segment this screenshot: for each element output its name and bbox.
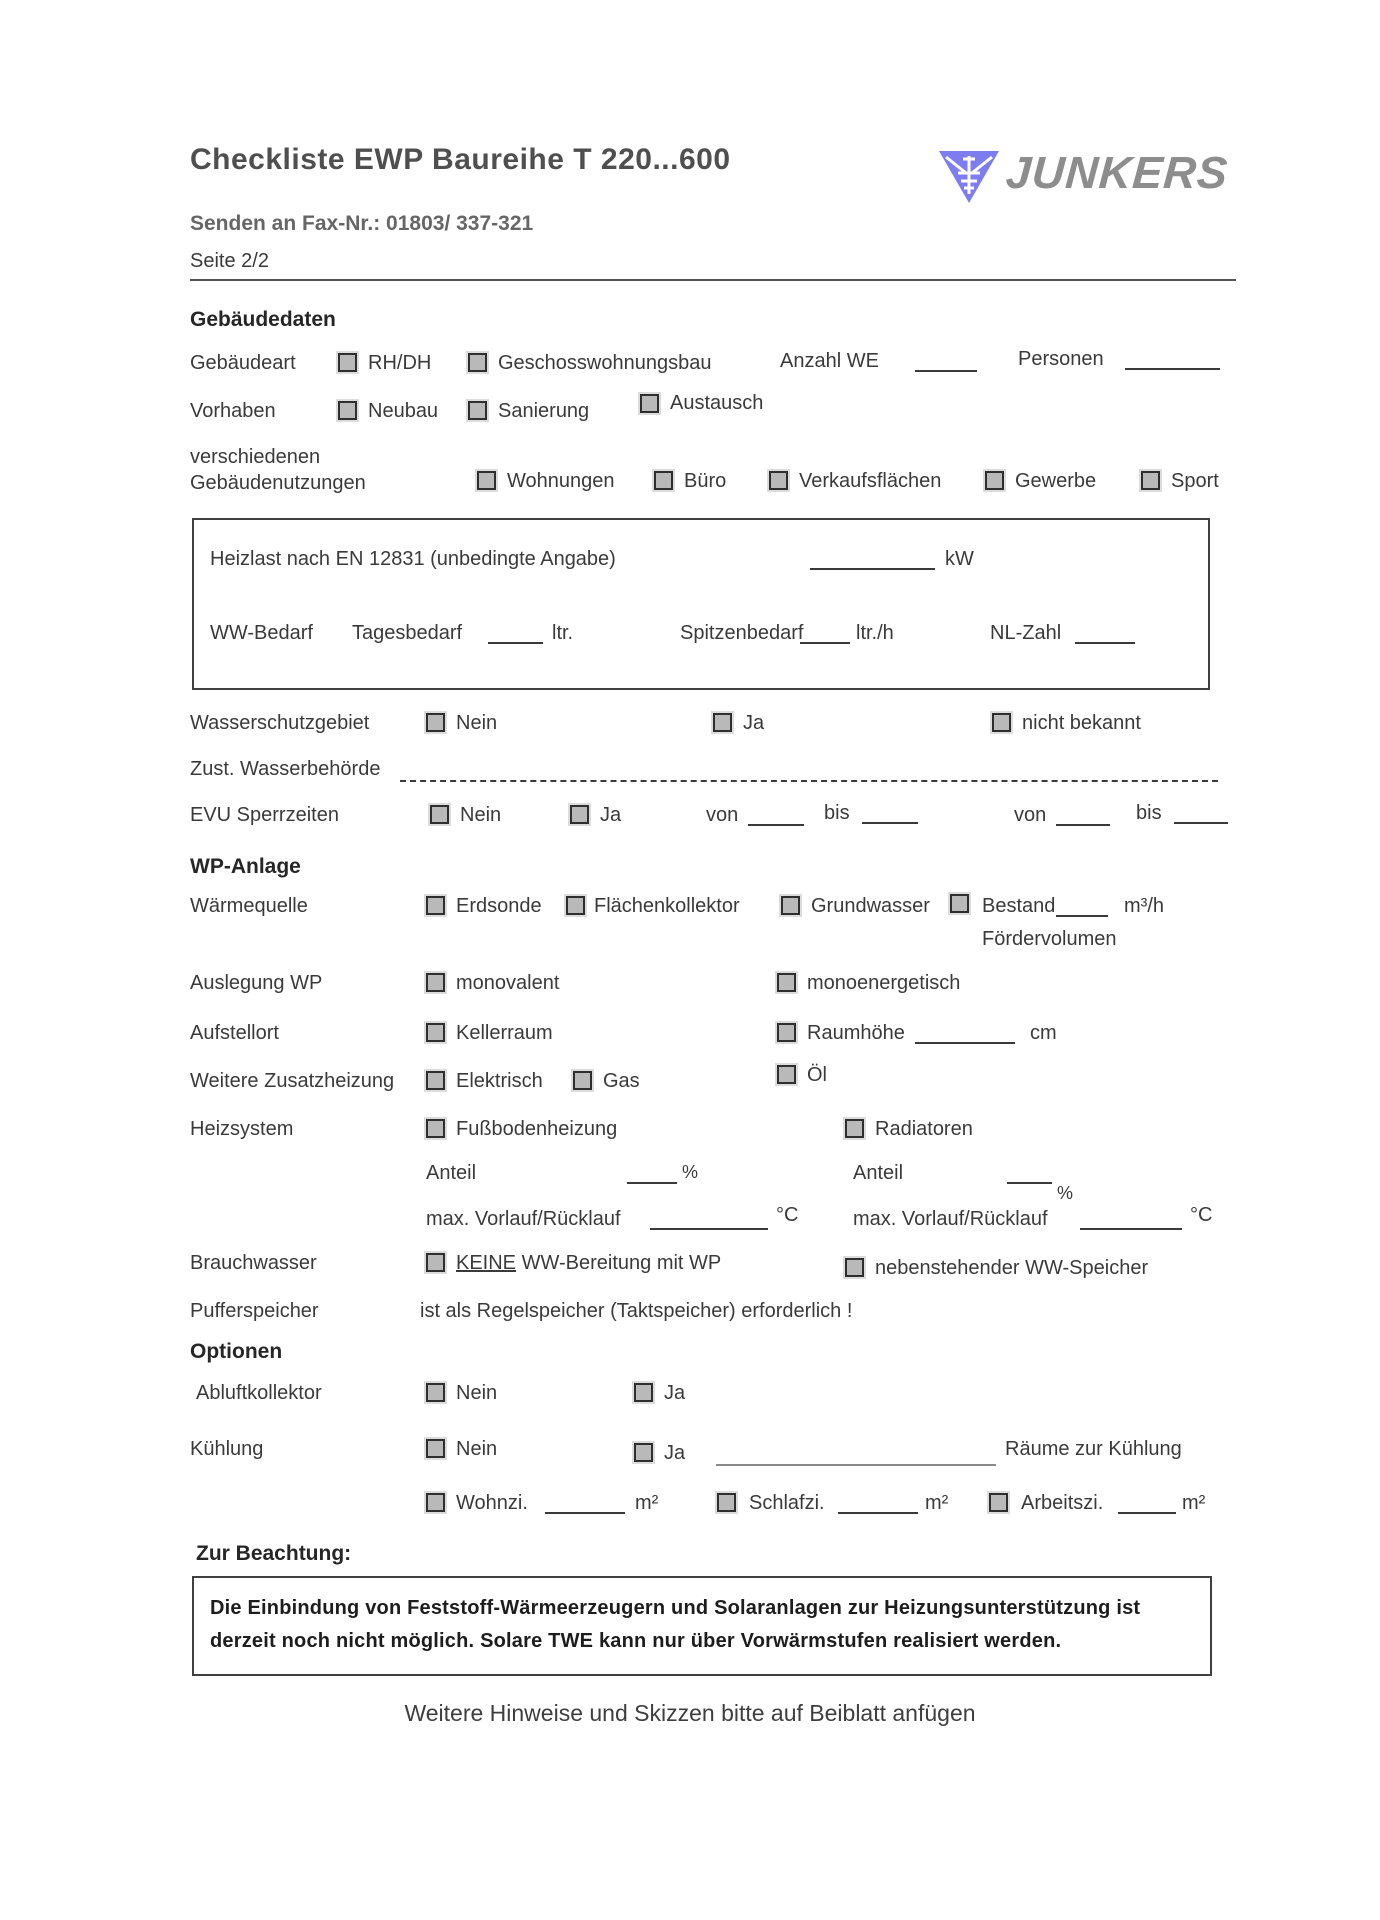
checkbox-sport[interactable] xyxy=(1141,471,1160,490)
wasserbehoerde-blank[interactable] xyxy=(400,778,1218,782)
section-heading-zur-beachtung: Zur Beachtung: xyxy=(196,1542,352,1565)
vorlauf-radiatoren-label: max. Vorlauf/Rücklauf xyxy=(853,1208,1048,1230)
fax-line: Senden an Fax-Nr.: 01803/ 337-321 xyxy=(190,212,534,235)
checkbox-abluft-ja[interactable] xyxy=(634,1383,653,1402)
raeume-zur-kuehlung-label: Räume zur Kühlung xyxy=(1005,1438,1182,1460)
evu-von2-label: von xyxy=(1014,804,1047,826)
kuehlung-nein-label: Nein xyxy=(456,1438,498,1460)
kuehlung-ja-label: Ja xyxy=(664,1442,686,1464)
sport-label: Sport xyxy=(1171,470,1219,492)
brauchwasser-label: Brauchwasser xyxy=(190,1252,317,1274)
heizlast-box xyxy=(192,518,1210,690)
m3h-unit: m³/h xyxy=(1124,895,1164,917)
neubau-label: Neubau xyxy=(368,400,439,422)
vorlauf-radiatoren-celsius: °C xyxy=(1190,1204,1213,1226)
checkbox-monoenergetisch[interactable] xyxy=(777,973,796,992)
buero-label: Büro xyxy=(684,470,727,492)
page-title: Checkliste EWP Baureihe T 220...600 xyxy=(190,143,731,176)
checkbox-oel[interactable] xyxy=(777,1065,796,1084)
heizsystem-label: Heizsystem xyxy=(190,1118,294,1140)
checkbox-kellerraum[interactable] xyxy=(426,1023,445,1042)
checkbox-erdsonde[interactable] xyxy=(426,896,445,915)
wasserschutzgebiet-label: Wasserschutzgebiet xyxy=(190,712,370,734)
checkbox-flaechenkollektor[interactable] xyxy=(566,896,585,915)
checkbox-evu-nein[interactable] xyxy=(430,805,449,824)
abluft-nein-label: Nein xyxy=(456,1382,498,1404)
beachtung-box xyxy=(192,1576,1212,1676)
checkbox-fussbodenheizung[interactable] xyxy=(426,1119,445,1138)
vorlauf-fussboden-celsius: °C xyxy=(776,1204,799,1226)
wasserschutz-ja-label: Ja xyxy=(743,712,765,734)
checkbox-sanierung[interactable] xyxy=(468,401,487,420)
junkers-logo-text: JUNKERS xyxy=(1004,147,1230,198)
anzahl-we-blank[interactable] xyxy=(915,368,977,372)
gewerbe-label: Gewerbe xyxy=(1015,470,1097,492)
foerdervolumen-label: Fördervolumen xyxy=(982,928,1117,950)
bestand-label: Bestand xyxy=(982,895,1056,917)
personen-label: Personen xyxy=(1018,348,1104,370)
anteil-fussboden-blank[interactable] xyxy=(627,1180,677,1184)
checkbox-radiatoren[interactable] xyxy=(845,1119,864,1138)
checkbox-geschosswohnungsbau[interactable] xyxy=(468,353,487,372)
wohnungen-label: Wohnungen xyxy=(507,470,615,492)
tagesbedarf-label: Tagesbedarf xyxy=(352,622,463,644)
checkbox-grundwasser[interactable] xyxy=(781,896,800,915)
zusatzheizung-label: Weitere Zusatzheizung xyxy=(190,1070,395,1092)
junkers-logo xyxy=(938,150,1000,209)
wohnzimmer-blank[interactable] xyxy=(545,1510,625,1514)
checkbox-wasserschutz-nicht-bekannt[interactable] xyxy=(992,713,1011,732)
ltr-h-unit: ltr./h xyxy=(856,622,894,644)
schlafzimmer-label: Schlafzi. xyxy=(749,1492,825,1514)
vorlauf-fussboden-blank[interactable] xyxy=(650,1226,768,1230)
anteil-fussboden-label: Anteil xyxy=(426,1162,477,1184)
nutzungen-label-line1: verschiedenen xyxy=(190,446,321,468)
kw-unit: kW xyxy=(945,548,974,570)
monoenergetisch-label: monoenergetisch xyxy=(807,972,961,994)
evu-nein-label: Nein xyxy=(460,804,502,826)
auslegung-wp-label: Auslegung WP xyxy=(190,972,323,994)
checkbox-elektrisch[interactable] xyxy=(426,1071,445,1090)
section-heading-optionen: Optionen xyxy=(190,1340,283,1363)
checkbox-austausch[interactable] xyxy=(640,394,659,413)
vorhaben-label: Vorhaben xyxy=(190,400,276,422)
checkbox-neubau[interactable] xyxy=(338,401,357,420)
checkbox-wohnungen[interactable] xyxy=(477,471,496,490)
nicht-bekannt-label: nicht bekannt xyxy=(1022,712,1141,734)
personen-blank[interactable] xyxy=(1125,366,1220,370)
checkbox-buero[interactable] xyxy=(654,471,673,490)
raumhoehe-blank[interactable] xyxy=(915,1040,1015,1044)
arbeitszimmer-m2: m² xyxy=(1182,1492,1206,1514)
checkbox-evu-ja[interactable] xyxy=(570,805,589,824)
ltr-unit: ltr. xyxy=(552,622,574,644)
evu-von1-blank[interactable] xyxy=(748,822,804,826)
checkbox-keine-ww[interactable] xyxy=(426,1253,445,1272)
cm-unit: cm xyxy=(1030,1022,1057,1044)
checkbox-wohnzimmer[interactable] xyxy=(426,1493,445,1512)
section-heading-wp-anlage: WP-Anlage xyxy=(190,855,301,878)
pufferspeicher-label: Pufferspeicher xyxy=(190,1300,319,1322)
kuehlung-label: Kühlung xyxy=(190,1438,264,1460)
anteil-radiatoren-blank[interactable] xyxy=(1007,1180,1052,1184)
checkbox-nebenstehender-ww[interactable] xyxy=(845,1258,864,1277)
geschosswohnungsbau-label: Geschosswohnungsbau xyxy=(498,352,712,374)
abluft-ja-label: Ja xyxy=(664,1382,686,1404)
wasserbehoerde-label: Zust. Wasserbehörde xyxy=(190,758,381,780)
evu-sperrzeiten-label: EVU Sperrzeiten xyxy=(190,804,339,826)
checkbox-monovalent[interactable] xyxy=(426,973,445,992)
checkbox-bestand[interactable] xyxy=(950,894,969,913)
flaechenkollektor-label: Flächenkollektor xyxy=(594,895,740,917)
anzahl-we-label: Anzahl WE xyxy=(780,350,879,372)
evu-von1-label: von xyxy=(706,804,739,826)
anteil-fussboden-pct: % xyxy=(682,1162,699,1182)
checkbox-wasserschutz-nein[interactable] xyxy=(426,713,445,732)
wohnzimmer-m2: m² xyxy=(635,1492,659,1514)
checkbox-abluft-nein[interactable] xyxy=(426,1383,445,1402)
spitzenbedarf-label: Spitzenbedarf xyxy=(680,622,804,644)
evu-bis1-label: bis xyxy=(824,802,850,824)
checkbox-kuehlung-nein[interactable] xyxy=(426,1439,445,1458)
waermequelle-label: Wärmequelle xyxy=(190,895,308,917)
elektrisch-label: Elektrisch xyxy=(456,1070,543,1092)
checkbox-gewerbe[interactable] xyxy=(985,471,1004,490)
tagesbedarf-blank[interactable] xyxy=(488,640,543,644)
evu-bis2-blank[interactable] xyxy=(1174,820,1228,824)
checkbox-raumhoehe[interactable] xyxy=(777,1023,796,1042)
checkbox-verkaufsflaechen[interactable] xyxy=(769,471,788,490)
nl-zahl-blank[interactable] xyxy=(1075,640,1135,644)
header-divider xyxy=(190,279,1236,281)
section-heading-gebaeudedaten: Gebäudedaten xyxy=(190,308,336,331)
austausch-label: Austausch xyxy=(670,392,764,414)
aufstellort-label: Aufstellort xyxy=(190,1022,279,1044)
anteil-radiatoren-label: Anteil xyxy=(853,1162,904,1184)
radiatoren-label: Radiatoren xyxy=(875,1118,973,1140)
fussbodenheizung-label: Fußbodenheizung xyxy=(456,1118,618,1140)
checkbox-wasserschutz-ja[interactable] xyxy=(713,713,732,732)
verkaufsflaechen-label: Verkaufsflächen xyxy=(799,470,942,492)
evu-ja-label: Ja xyxy=(600,804,622,826)
checkbox-schlafzimmer[interactable] xyxy=(717,1493,736,1512)
anteil-radiatoren-pct: % xyxy=(1057,1183,1074,1203)
abluftkollektor-label: Abluftkollektor xyxy=(196,1382,322,1404)
nl-zahl-label: NL-Zahl xyxy=(990,622,1062,644)
checkbox-gas[interactable] xyxy=(573,1071,592,1090)
heizlast-label: Heizlast nach EN 12831 (unbedingte Angabe) xyxy=(210,548,616,570)
junkers-triangle-icon xyxy=(938,150,1000,204)
schlafzimmer-blank[interactable] xyxy=(838,1510,918,1514)
schlafzimmer-m2: m² xyxy=(925,1492,949,1514)
keine-ww-label xyxy=(456,1252,721,1275)
keine-rest: WW-Bereitung mit WP xyxy=(521,1252,722,1274)
gas-label: Gas xyxy=(603,1070,640,1092)
checkbox-arbeitszimmer[interactable] xyxy=(989,1493,1008,1512)
nebenstehender-ww-label: nebenstehender WW-Speicher xyxy=(875,1257,1149,1279)
arbeitszimmer-label: Arbeitszi. xyxy=(1021,1492,1104,1514)
page-number: Seite 2/2 xyxy=(190,250,269,272)
gebaeudeart-label: Gebäudeart xyxy=(190,352,296,374)
oel-label: Öl xyxy=(807,1064,827,1086)
evu-bis2-label: bis xyxy=(1136,802,1162,824)
vorlauf-fussboden-label: max. Vorlauf/Rücklauf xyxy=(426,1208,621,1230)
nutzungen-label-line2: Gebäudenutzungen xyxy=(190,472,366,494)
bestand-blank[interactable] xyxy=(1056,913,1108,917)
spitzenbedarf-blank[interactable] xyxy=(800,640,850,644)
rhdh-label: RH/DH xyxy=(368,352,432,374)
checkbox-kuehlung-ja[interactable] xyxy=(634,1443,653,1462)
kellerraum-label: Kellerraum xyxy=(456,1022,553,1044)
vorlauf-radiatoren-blank[interactable] xyxy=(1080,1226,1182,1230)
footer-note: Weitere Hinweise und Skizzen bitte auf Beiblatt anfügen xyxy=(404,1700,976,1726)
evu-bis1-blank[interactable] xyxy=(862,820,918,824)
raumhoehe-label: Raumhöhe xyxy=(807,1022,905,1044)
erdsonde-label: Erdsonde xyxy=(456,895,542,917)
grundwasser-label: Grundwasser xyxy=(811,895,930,917)
monovalent-label: monovalent xyxy=(456,972,560,994)
sanierung-label: Sanierung xyxy=(498,400,590,422)
ww-bedarf-label: WW-Bedarf xyxy=(210,622,313,644)
wohnzimmer-label: Wohnzi. xyxy=(456,1492,528,1514)
kuehlung-raeume-blank[interactable] xyxy=(716,1462,996,1466)
heizlast-blank[interactable] xyxy=(810,566,935,570)
beachtung-note: Die Einbindung von Feststoff-Wärmeerzeugern und Solaranlagen zur Heizungsunterstützung ist derzeit noch nicht möglich. Solare TWE kann nur über Vorwärmstufen realisiert werden. xyxy=(210,1597,1141,1652)
pufferspeicher-text: ist als Regelspeicher (Taktspeicher) erforderlich ! xyxy=(420,1300,853,1322)
wasserschutz-nein-label: Nein xyxy=(456,712,498,734)
keine-word: KEINE xyxy=(456,1252,517,1274)
evu-von2-blank[interactable] xyxy=(1056,822,1110,826)
arbeitszimmer-blank[interactable] xyxy=(1118,1510,1176,1514)
checkbox-rhdh[interactable] xyxy=(338,353,357,372)
